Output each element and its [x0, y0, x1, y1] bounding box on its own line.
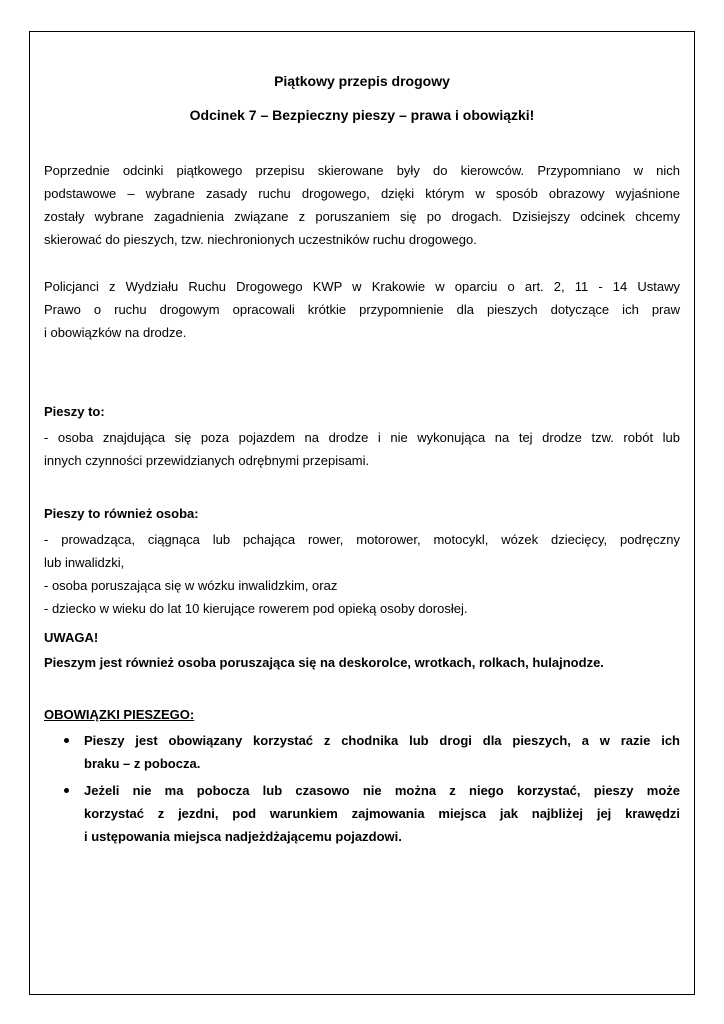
intro-line: podstawowe – wybrane zasady ruchu drogowego, dzięki którym w sposób obrazowy wyjaśnione	[44, 186, 680, 201]
duty-item	[44, 729, 680, 775]
also-list	[44, 528, 680, 620]
document-subtitle: Odcinek 7 – Bezpieczny pieszy – prawa i obowiązki!	[189, 107, 535, 123]
also-line: - dziecko w wieku do lat 10 kierujące rowerem pod opieką osoby dorosłej.	[44, 601, 468, 616]
also-line: - osoba poruszająca się w wózku inwalidzkim, oraz	[44, 578, 338, 593]
document-title: Piątkowy przepis drogowy	[274, 73, 450, 89]
also-line: lub inwalidzki,	[44, 555, 125, 570]
pedestrian-definition	[44, 426, 680, 472]
pedestrian-heading: Pieszy to:	[44, 404, 105, 419]
duty-line: braku – z pobocza.	[84, 756, 201, 771]
also-heading: Pieszy to również osoba:	[44, 506, 199, 521]
duty-line: i ustępowania miejsca nadjeżdżającemu pojazdowi.	[84, 829, 402, 844]
bullet-icon	[64, 738, 69, 743]
bullet-icon	[64, 788, 69, 793]
duty-line: Jeżeli nie ma pobocza lub czasowo nie można z niego korzystać, pieszy może	[84, 783, 680, 798]
intro-line: skierować do pieszych, tzw. niechronionych uczestników ruchu drogowego.	[44, 232, 477, 247]
police-paragraph	[44, 275, 680, 344]
intro-line: zostały wybrane zagadnienia związane z poruszaniem się po drogach. Dzisiejszy odcinek chcemy	[44, 209, 680, 224]
police-line: Prawo o ruchu drogowym opracowali krótkie przypomnienie dla pieszych dotyczące ich praw	[44, 302, 680, 317]
warning-label: UWAGA!	[44, 630, 99, 645]
duty-line: korzystać z jezdni, pod warunkiem zajmowania miejsca jak najbliżej jej krawędzi	[84, 806, 680, 821]
police-line: Policjanci z Wydziału Ruchu Drogowego KWP w Krakowie w oparciu o art. 2, 11 - 14 Ustawy	[44, 279, 680, 294]
duties-list	[44, 729, 680, 848]
also-line: - prowadząca, ciągnąca lub pchająca rower, motorower, motocykl, wózek dziecięcy, podręczny	[44, 532, 680, 547]
duty-item	[44, 779, 680, 848]
police-line: i obowiązków na drodze.	[44, 325, 187, 340]
duty-line: Pieszy jest obowiązany korzystać z chodnika lub drogi dla pieszych, a w razie ich	[84, 733, 680, 748]
pedestrian-line: - osoba znajdująca się poza pojazdem na drodze i nie wykonująca na tej drodze tzw. robót lub	[44, 430, 680, 445]
duties-heading: OBOWIĄZKI PIESZEGO:	[44, 707, 195, 722]
warning-text: Pieszym jest również osoba poruszająca się na deskorolce, wrotkach, rolkach, hulajnodze.	[44, 655, 604, 670]
pedestrian-line: innych czynności przewidzianych odrębnymi przepisami.	[44, 453, 370, 468]
intro-line: Poprzednie odcinki piątkowego przepisu skierowane były do kierowców. Przypomniano w nich	[44, 163, 680, 178]
intro-paragraph	[44, 159, 680, 251]
